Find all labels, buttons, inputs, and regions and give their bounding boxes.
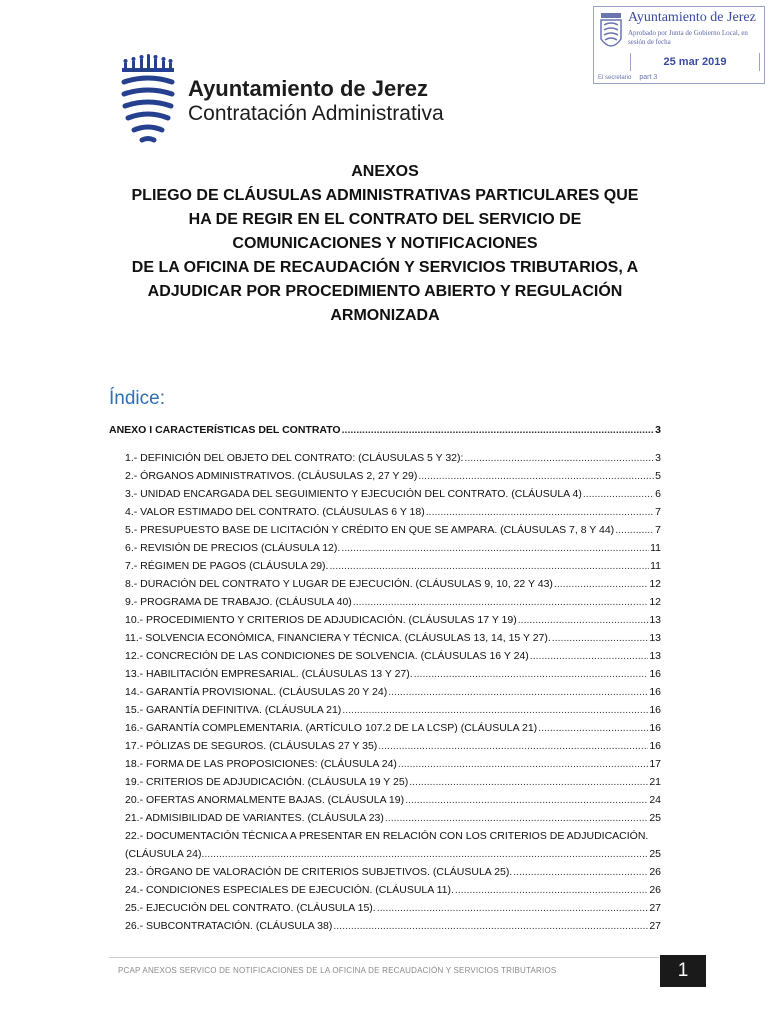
toc-entry-page: 3 <box>655 452 661 464</box>
toc-entry-label: 6.- REVISIÓN DE PRECIOS (CLÁUSULA 12). <box>125 542 341 554</box>
toc-entry[interactable] <box>125 862 661 878</box>
toc-leader-dots <box>530 650 649 662</box>
toc-section-entry[interactable] <box>109 420 661 436</box>
stamp-date: 25 mar 2019 <box>663 56 727 68</box>
toc-entry[interactable] <box>125 718 661 734</box>
toc-entry[interactable] <box>125 556 661 572</box>
toc-entry[interactable] <box>125 502 661 518</box>
toc-entry-label: ANEXO I CARACTERÍSTICAS DEL CONTRATO <box>109 424 341 436</box>
title-line: HA DE REGIR EN EL CONTRATO DEL SERVICIO DE <box>188 211 582 228</box>
toc-leader-dots <box>464 452 654 464</box>
toc-entry-page: 6 <box>655 488 661 500</box>
toc-entry-label: 22.- DOCUMENTACIÓN TÉCNICA A PRESENTAR EN RELACIÓN CON LOS CRITERIOS DE ADJUDICACIÓN. <box>125 830 649 842</box>
toc-entry[interactable] <box>125 916 661 932</box>
jerez-crest-icon <box>116 54 180 148</box>
index-heading: Índice: <box>109 388 165 409</box>
toc-leader-dots <box>405 794 648 806</box>
toc-leader-dots <box>204 848 648 860</box>
logo-name: Ayuntamiento de Jerez <box>188 76 429 101</box>
toc-leader-dots <box>513 866 648 878</box>
footer-text: PCAP ANEXOS SERVICO DE NOTIFICACIONES DE LA OFICINA DE RECAUDACIÓN Y SERVICIOS TRIBUTARIOS <box>118 966 557 975</box>
toc-leader-dots <box>341 542 649 554</box>
toc-leader-dots <box>414 668 649 680</box>
toc-leader-dots <box>615 524 654 536</box>
crest-icon <box>599 11 623 55</box>
toc-entry[interactable] <box>125 664 661 680</box>
toc-entry[interactable] <box>125 466 661 482</box>
toc-entry-page: 25 <box>649 848 661 860</box>
toc-leader-dots <box>418 470 654 482</box>
title-line: ADJUDICAR POR PROCEDIMIENTO ABIERTO Y REGULACIÓN <box>147 283 623 300</box>
toc-entry-label: 26.- SUBCONTRATACIÓN. (CLÁUSULA 38) <box>125 920 333 932</box>
toc-entry-page: 7 <box>655 524 661 536</box>
toc-leader-dots <box>552 632 649 644</box>
stamp-date-box <box>630 53 760 71</box>
toc-entry-label: 9.- PROGRAMA DE TRABAJO. (CLÁUSULA 40) <box>125 596 352 608</box>
toc-entry-page: 26 <box>649 884 661 896</box>
toc-entry-label: 8.- DURACIÓN DEL CONTRATO Y LUGAR DE EJECUCIÓN. (CLÁUSULAS 9, 10, 22 Y 43) <box>125 578 553 590</box>
toc-entry-page: 11 <box>650 560 661 572</box>
toc-entry-page: 26 <box>649 866 661 878</box>
toc-leader-dots <box>353 596 649 608</box>
toc-entry-page: 11 <box>650 542 661 554</box>
toc-leader-dots <box>378 740 648 752</box>
title-line: PLIEGO DE CLÁUSULAS ADMINISTRATIVAS PARTICULARES QUE <box>131 187 639 204</box>
toc-entry[interactable] <box>125 646 661 662</box>
title-line: DE LA OFICINA DE RECAUDACIÓN Y SERVICIOS TRIBUTARIOS, A <box>131 259 639 276</box>
toc-entry-label: 13.- HABILITACIÓN EMPRESARIAL. (CLÁUSULAS 13 Y 27). <box>125 668 413 680</box>
toc-entry-label: 4.- VALOR ESTIMADO DEL CONTRATO. (CLÁUSULAS 6 Y 18) <box>125 506 425 518</box>
toc-entry-label: 23.- ÓRGANO DE VALORACIÓN DE CRITERIOS SUBJETIVOS. (CLÁUSULA 25). <box>125 866 513 878</box>
toc-entry-label: 17.- PÓLIZAS DE SEGUROS. (CLÁUSULAS 27 Y 35) <box>125 740 378 752</box>
toc-entry-label: 15.- GARANTÍA DEFINITIVA. (CLÁUSULA 21) <box>125 704 342 716</box>
toc-entry-page: 16 <box>649 722 661 734</box>
footer-divider <box>109 957 659 958</box>
toc-entry-label: 21.- ADMISIBILIDAD DE VARIANTES. (CLÁUSULA 23) <box>125 812 384 824</box>
logo-department: Contratación Administrativa <box>188 102 444 125</box>
toc-entry[interactable] <box>125 538 661 554</box>
toc-entry[interactable] <box>125 574 661 590</box>
toc-entry-label: 11.- SOLVENCIA ECONÓMICA, FINANCIERA Y TÉCNICA. (CLÁUSULAS 13, 14, 15 Y 27). <box>125 632 551 644</box>
toc-entry-label: 24.- CONDICIONES ESPECIALES DE EJECUCIÓN. (CLÁUSULA 11). <box>125 884 454 896</box>
toc-leader-dots <box>409 776 648 788</box>
toc-entry-page: 16 <box>649 686 661 698</box>
toc-leader-dots <box>342 424 655 436</box>
toc-entry[interactable] <box>125 592 661 608</box>
toc-entry[interactable] <box>125 880 661 896</box>
toc-entry-page: 12 <box>649 596 661 608</box>
title-line: ARMONIZADA <box>330 307 440 324</box>
toc-entry-page: 13 <box>649 632 661 644</box>
toc-entry[interactable] <box>125 898 661 914</box>
title-line: COMUNICACIONES Y NOTIFICACIONES <box>232 235 538 252</box>
toc-entry[interactable] <box>125 772 661 788</box>
toc-entry-label: 25.- EJECUCIÓN DEL CONTRATO. (CLÁUSULA 15). <box>125 902 376 914</box>
toc-entry[interactable] <box>125 826 661 842</box>
toc-entry-page: 12 <box>649 578 661 590</box>
toc-entry[interactable] <box>125 844 661 860</box>
stamp-footer <box>598 74 657 81</box>
toc-leader-dots <box>455 884 648 896</box>
document-title <box>80 160 690 328</box>
toc-entry-label: 2.- ÓRGANOS ADMINISTRATIVOS. (CLÁUSULAS 2, 27 Y 29) <box>125 470 418 482</box>
toc-entry-label: 7.- RÉGIMEN DE PAGOS (CLÁUSULA 29). <box>125 560 329 572</box>
toc-entry-page: 7 <box>655 506 661 518</box>
title-line: ANEXOS <box>351 163 419 180</box>
toc-entry-label: (CLÁUSULA 24). <box>125 848 205 860</box>
toc-entry-page: 17 <box>649 758 661 770</box>
toc-entry[interactable] <box>125 520 661 536</box>
toc-entry-label: 5.- PRESUPUESTO BASE DE LICITACIÓN Y CRÉDITO EN QUE SE AMPARA. (CLÁUSULAS 7, 8 Y 44) <box>125 524 615 536</box>
toc-leader-dots <box>518 614 649 626</box>
toc-leader-dots <box>385 812 648 824</box>
toc-entry-label: 18.- FORMA DE LAS PROPOSICIONES: (CLÁUSULA 24) <box>125 758 397 770</box>
toc-leader-dots <box>538 722 648 734</box>
approval-stamp <box>593 6 765 84</box>
stamp-title: Ayuntamiento de Jerez <box>628 10 756 25</box>
toc-entry[interactable] <box>125 700 661 716</box>
toc-entry-page: 3 <box>655 424 661 436</box>
toc-entry-label: 10.- PROCEDIMIENTO Y CRITERIOS DE ADJUDICACIÓN. (CLÁUSULAS 17 Y 19) <box>125 614 517 626</box>
toc-leader-dots <box>329 560 649 572</box>
toc-entry-page: 16 <box>649 740 661 752</box>
toc-leader-dots <box>377 902 649 914</box>
page-number: 1 <box>660 955 706 987</box>
toc-entry-label: 1.- DEFINICIÓN DEL OBJETO DEL CONTRATO: (CLÁUSULAS 5 Y 32): <box>125 452 464 464</box>
toc-entry-page: 21 <box>649 776 661 788</box>
toc-leader-dots <box>342 704 648 716</box>
toc-entry-label: 16.- GARANTÍA COMPLEMENTARIA. (ARTÍCULO 107.2 DE LA LCSP) (CLÁUSULA 21) <box>125 722 538 734</box>
stamp-part: part 3 <box>639 74 658 81</box>
toc-entry[interactable] <box>125 610 661 626</box>
toc-entry-page: 25 <box>649 812 661 824</box>
toc-entry-label: 14.- GARANTÍA PROVISIONAL. (CLÁUSULAS 20 Y 24) <box>125 686 388 698</box>
toc-leader-dots <box>388 686 648 698</box>
toc-entry-label: 3.- UNIDAD ENCARGADA DEL SEGUIMIENTO Y EJECUCIÓN DEL CONTRATO. (CLÁUSULA 4) <box>125 488 582 500</box>
stamp-footer-label: El secretario <box>598 75 632 81</box>
toc-entry-page: 27 <box>649 902 661 914</box>
toc-entry[interactable] <box>125 628 661 644</box>
toc-leader-dots <box>333 920 648 932</box>
toc-leader-dots <box>554 578 648 590</box>
toc-entry[interactable] <box>125 736 661 752</box>
toc-entry[interactable] <box>125 448 661 464</box>
toc-entry-page: 16 <box>649 668 661 680</box>
toc-entry-page: 5 <box>655 470 661 482</box>
toc-entry-page: 13 <box>649 614 661 626</box>
toc-entry-label: 12.- CONCRECIÓN DE LAS CONDICIONES DE SOLVENCIA. (CLÁUSULAS 16 Y 24) <box>125 650 529 662</box>
toc-entry[interactable] <box>125 484 661 500</box>
toc-entry[interactable] <box>125 754 661 770</box>
toc-entry-page: 27 <box>649 920 661 932</box>
toc-entry-label: 19.- CRITERIOS DE ADJUDICACIÓN. (CLÁUSULA 19 Y 25) <box>125 776 409 788</box>
toc-entry-page: 16 <box>649 704 661 716</box>
toc-entry-page: 24 <box>649 794 661 806</box>
toc-entry-page: 13 <box>649 650 661 662</box>
toc-entry[interactable] <box>125 808 661 824</box>
toc-leader-dots <box>398 758 648 770</box>
toc-entry[interactable] <box>125 682 661 698</box>
toc-entry[interactable] <box>125 790 661 806</box>
toc-entry-label: 20.- OFERTAS ANORMALMENTE BAJAS. (CLÁUSULA 19) <box>125 794 405 806</box>
stamp-subtitle: Aprobado por Junta de Gobierno Local, en sesión de fecha <box>628 29 748 46</box>
toc-leader-dots <box>583 488 654 500</box>
toc-leader-dots <box>426 506 654 518</box>
